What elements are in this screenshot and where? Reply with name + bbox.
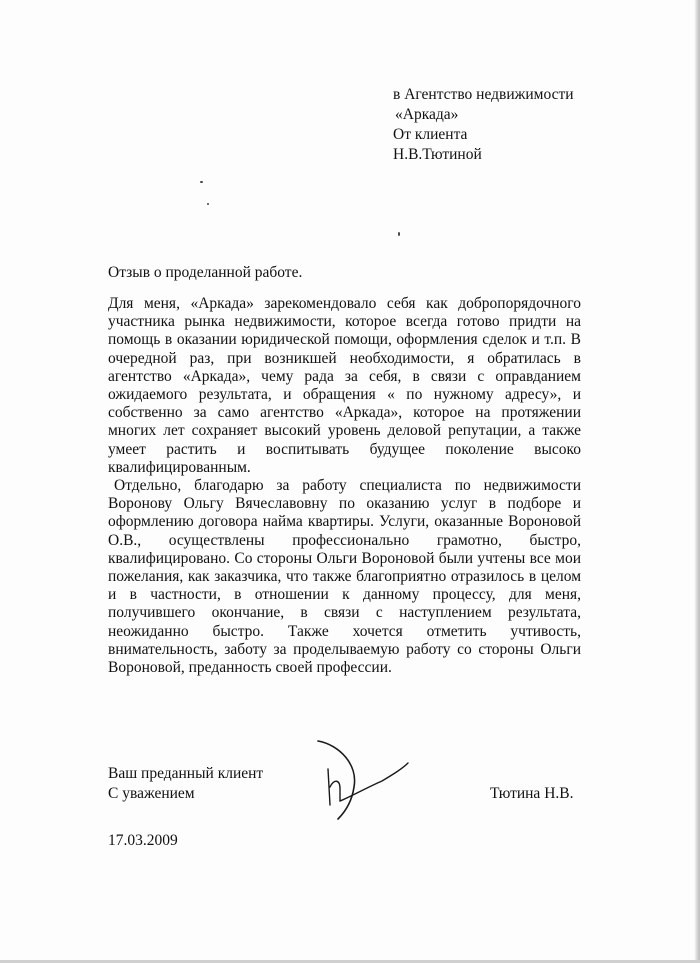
scan-speck: [200, 181, 203, 183]
body-paragraph-1: Для меня, «Аркада» зарекомендовало себя как добропорядочного участника рынка недвижимости, которое всегда готово придти на помощь в оказании юридической помощи, оформления сделок и т.п. В очередной раз, при возникшей необходимости, я обратилась в агентство «Аркада», чему рада за себя, в связи с оправданием ожидаемого результата, и обращения « по нужному адресу», и собственно за само агентство «Аркада», которое на протяжении многих лет сохраняет высокий уровень деловой репутации, а также умеет растить и воспитывать будущее поколение высоко квалифицированным.: [108, 295, 581, 476]
letter-body: [108, 295, 581, 677]
addressee-line-3: От клиента: [393, 126, 468, 143]
closing-block: [108, 764, 263, 804]
scan-edge-right: [694, 0, 700, 963]
handwritten-signature: [310, 735, 410, 825]
addressee-line-4: Н.В.Тютиной: [393, 146, 482, 163]
signer-name: Тютина Н.В.: [490, 785, 574, 802]
letter-date: 17.03.2009: [108, 832, 178, 849]
addressee-line-1: в Агентство недвижимости: [393, 86, 574, 103]
body-paragraph-2: Отдельно, благодарю за работу специалиста по недвижимости Воронову Ольгу Вячеславовну по оказанию услуг в подборе и оформлению договора найма квартиры. Услуги, оказанные Вороновой О.В., осуществлены профессионально грамотно, быстро, квалифицировано. Со стороны Ольги Вороновой были учтены все мои пожелания, как заказчика, что также благоприятно отразилось в целом и в частности, в отношении к данному процессу, для меня, получившего окончание, в связи с наступлением результата, неожиданно быстро. Также хочется отметить учтивость, внимательность, заботу за проделываемую работу со стороны Ольги Вороновой, преданность своей профессии.: [108, 477, 581, 677]
closing-line-1: Ваш преданный клиент: [108, 765, 264, 782]
letter-title: Отзыв о проделанной работе.: [108, 264, 303, 281]
closing-line-2: С уважением: [108, 785, 195, 802]
addressee-line-2: «Аркада»: [395, 106, 459, 123]
scan-speck: [207, 203, 209, 205]
addressee-block: [393, 85, 683, 165]
scan-speck: [398, 232, 400, 236]
